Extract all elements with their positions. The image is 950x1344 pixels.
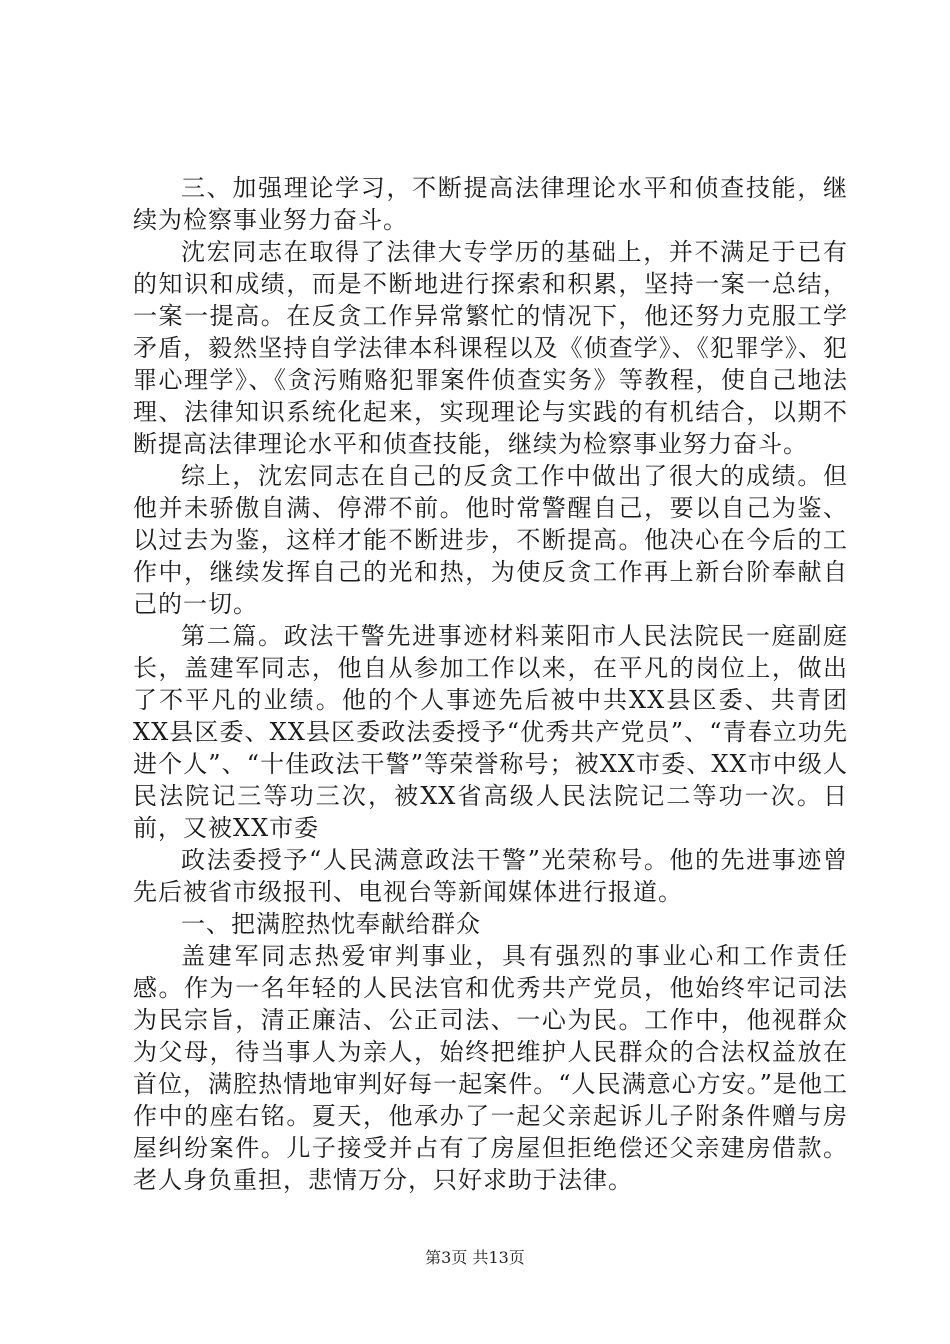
paragraph-award: 政法委授予“人民满意政法干警”光荣称号。他的先进事迹曾先后被省市级报刊、电视台等新闻媒体进行报道。 bbox=[133, 846, 848, 906]
page-number: 第3页 共13页 bbox=[425, 1248, 525, 1267]
page-footer bbox=[0, 1248, 950, 1268]
paragraph-summary: 综上，沈宏同志在自己的反贪工作中做出了很大的成绩。但他并未骄傲自满、停滞不前。他时常警醒自己，要以自己为鉴、以过去为鉴，这样才能不断进步，不断提高。他决心在今后的工作中，继续发挥自己的光和热，为使反贪工作再上新台阶奉献自己的一切。 bbox=[133, 462, 848, 618]
paragraph-dedication: 盖建军同志热爱审判事业，具有强烈的事业心和工作责任感。作为一名年轻的人民法官和优秀共产党员，他始终牢记司法为民宗旨，清正廉洁、公正司法、一心为民。工作中，他视群众为父母，待当事人为亲人，始终把维护人民群众的合法权益放在首位，满腔热情地审判好每一起案件。“人民满意心方安。”是他工作中的座右铭。夏天，他承办了一起父亲起诉儿子附条件赠与房屋纠纷案件。儿子接受并占有了房屋但拒绝偿还父亲建房借款。老人身负重担，悲情万分，只好求助于法律。 bbox=[133, 942, 848, 1194]
paragraph-second-article: 第二篇。政法干警先进事迹材料莱阳市人民法院民一庭副庭长，盖建军同志，他自从参加工作以来，在平凡的岗位上，做出了不平凡的业绩。他的个人事迹先后被中共XX县区委、共青团XX县区委、XX县区委政法委授予“优秀共产党员”、“青春立功先进个人”、“十佳政法干警”等荣誉称号；被XX市委、XX市中级人民法院记三等功三次，被XX省高级人民法院记二等功一次。日前，又被XX市委 bbox=[133, 622, 848, 842]
document-body bbox=[133, 172, 848, 1196]
paragraph-section-one-heading: 一、把满腔热忱奉献给群众 bbox=[181, 910, 481, 938]
paragraph-section-three-heading: 三、加强理论学习，不断提高法律理论水平和侦查技能，继续为检察事业努力奋斗。 bbox=[133, 174, 848, 234]
paragraph-study: 沈宏同志在取得了法律大专学历的基础上，并不满足于已有的知识和成绩，而是不断地进行探索和积累，坚持一案一总结，一案一提高。在反贪工作异常繁忙的情况下，他还努力克服工学矛盾，毅然坚持自学法律本科课程以及《侦查学》、《犯罪学》、犯罪心理学》、《贪污贿赂犯罪案件侦查实务》等教程，使自己地法理、法律知识系统化起来，实现理论与实践的有机结合，以期不断提高法律理论水平和侦查技能，继续为检察事业努力奋斗。 bbox=[133, 238, 848, 458]
